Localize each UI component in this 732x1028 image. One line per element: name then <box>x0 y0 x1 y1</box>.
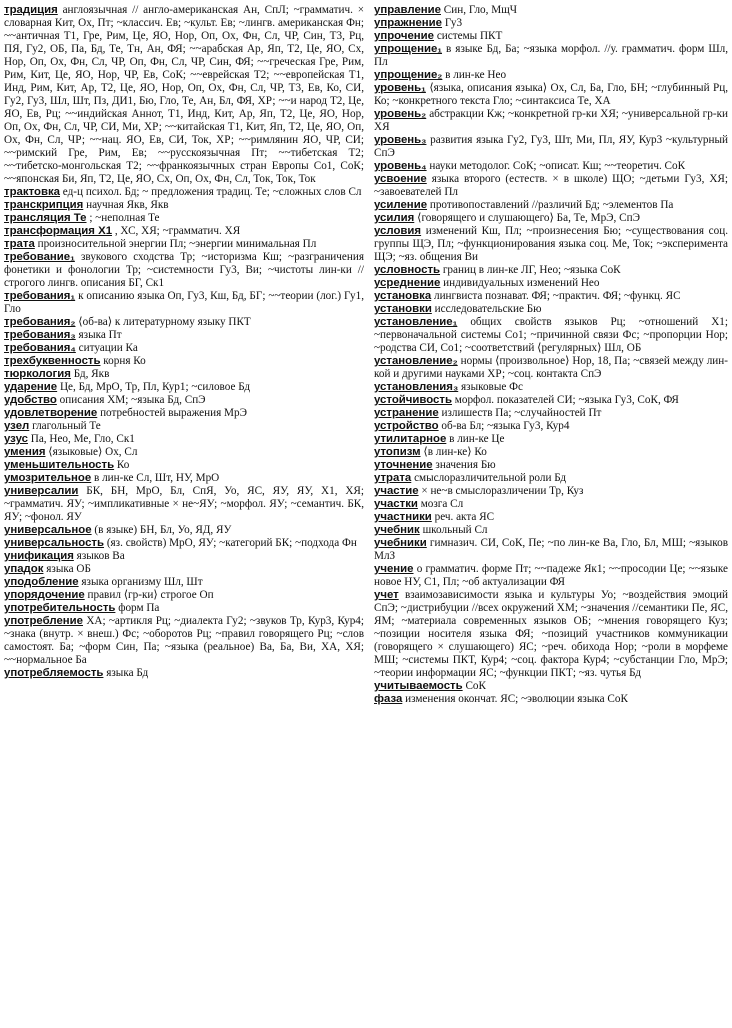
dictionary-entry <box>4 472 364 485</box>
dictionary-entry <box>4 576 364 589</box>
entry-headword: уровень₂ <box>374 108 427 120</box>
dictionary-entry <box>374 394 728 407</box>
entry-headword: требования₄ <box>4 342 76 354</box>
entry-text: языка организму Шл, Шт <box>81 576 203 588</box>
right-column <box>374 4 728 706</box>
entry-headword: усилия <box>374 212 415 224</box>
entry-headword: умозрительное <box>4 472 92 484</box>
dictionary-entry <box>4 602 364 615</box>
dictionary-entry <box>374 459 728 472</box>
entry-headword: упадок <box>4 563 44 575</box>
entry-text: общих свойств языков Рц; ~отношений Х1; ~первоначальной системы Со1; ~причинной связи Фс; ~пропорции Нор; ~родства СИ, Со1; ~соответствий ⟨регулярных⟩ Шл, ОБ <box>374 316 728 354</box>
entry-text: языка ОБ <box>46 563 91 575</box>
entry-headword: упрочение <box>374 30 435 42</box>
dictionary-entry <box>374 524 728 537</box>
dictionary-entry <box>374 82 728 108</box>
dictionary-entry <box>4 550 364 563</box>
entry-text: значения Бю <box>435 459 496 471</box>
dictionary-entry <box>4 251 364 290</box>
entry-text: , ХС, ХЯ; ~грамматич. ХЯ <box>114 225 241 237</box>
entry-text: взаимозависимости языка и культуры Уо; ~воздействия эмоций СпЭ; ~дистрибуции //всех окружений ХМ; ~значения //семантики Пе, ЯС, ЯМ; ~материала современных языков ОБ; ~мнения говорящего Куз; ~позиции носителя языка ФЯ; ~позиций участников коммуникации (говорящего × слушающего) ЯС; ~реч. обихода Нор; ~роли в морфеме МШ; ~системы ПКТ, Кур4; ~соц. фактора Кур4; ~субстанции Гло, МрЭ; ~теории информации ЯС; ~функции ПКТ; ~яз. чутья Бд <box>374 589 728 679</box>
entry-headword: устойчивость <box>374 394 452 406</box>
entry-text: (яз. свойств) МрО, ЯУ; ~категорий БК; ~подхода Фн <box>106 537 357 549</box>
entry-text: произносительной энергии Пл; ~энергии минимальная Пл <box>37 238 317 250</box>
entry-text: языка Бд <box>106 667 149 679</box>
entry-text: в языке Бд, Ба; ~языка морфол. //у. грамматич. форм Шл, Пл <box>374 43 728 68</box>
dictionary-entry <box>374 290 728 303</box>
entry-text: форм Па <box>118 602 160 614</box>
entry-text: науки методолог. СоК; ~описат. Кш; ~~теоретич. СоК <box>429 160 686 172</box>
entry-text: БК, БН, МрО, Бл, СпЯ, Уо, ЯС, ЯУ, ЯУ, Х1, ХЯ; ~грамматич. ЯУ; ~импликативные × не~ЯУ; ~морфол. ЯУ; ~семантич. БК, ЯУ; ~фонол. ЯУ <box>4 485 364 523</box>
entry-text: (в языке) БН, Бл, Уо, ЯД, ЯУ <box>94 524 232 536</box>
dictionary-entry <box>374 316 728 355</box>
dictionary-entry <box>374 407 728 420</box>
dictionary-entry <box>4 485 364 524</box>
dictionary-entry <box>4 589 364 602</box>
dictionary-entry <box>4 667 364 680</box>
dictionary-entry <box>4 316 364 329</box>
entry-headword: усреднение <box>374 277 441 289</box>
entry-headword: унификация <box>4 550 74 562</box>
dictionary-entry <box>4 407 364 420</box>
entry-text: СоК <box>465 680 486 692</box>
dictionary-entry <box>374 433 728 446</box>
dictionary-entry <box>374 134 728 160</box>
entry-text: индивидуальных изменений Нео <box>443 277 600 289</box>
entry-text: изменения окончат. ЯС; ~эволюции языка СоК <box>405 693 628 705</box>
dictionary-entry <box>4 225 364 238</box>
entry-text: нормы ⟨произвольное⟩ Нор, 18, Па; ~связей между лин-кой и другими науками ХР; ~соц. контакта СпЭ <box>374 355 728 380</box>
dictionary-entry <box>4 433 364 446</box>
entry-text: абстракции Кж; ~конкретной гр-ки ХЯ; ~универсальной гр-ки ХЯ <box>374 108 728 133</box>
dictionary-entry <box>4 290 364 316</box>
entry-headword: устранение <box>374 407 439 419</box>
entry-text: звукового сходства Тр; ~историзма Кш; ~разграничения фонетики и фонологии Тр; ~системности Гу3, Ви; ~чистоты лин-ки //строгого лингв. описания БГ, Ск1 <box>4 251 364 289</box>
dictionary-entry <box>374 355 728 381</box>
entry-text: к описанию языка Оп, Гу3, Кш, Бд, БГ; ~~теории (лог.) Гу1, Гло <box>4 290 364 315</box>
entry-text: ⟨об-ва⟩ к литературному языку ПКТ <box>78 316 251 328</box>
dictionary-entry <box>374 4 728 17</box>
entry-text: языков Ва <box>76 550 125 562</box>
entry-headword: условия <box>374 225 422 237</box>
entry-text: ситуации Ка <box>78 342 138 354</box>
entry-text: ; ~неполная Те <box>89 212 160 224</box>
entry-headword: традиция <box>4 4 58 16</box>
dictionary-entry <box>374 680 728 693</box>
entry-text: ⟨языковые⟩ Ох, Сл <box>48 446 138 458</box>
entry-headword: установка <box>374 290 432 302</box>
dictionary-entry <box>4 524 364 537</box>
entry-headword: употребительность <box>4 602 116 614</box>
entry-text: × не~в смыслоразличении Тр, Куз <box>421 485 584 497</box>
dictionary-entry <box>374 511 728 524</box>
entry-text: ед-ц психол. Бд; ~ предложения традиц. Те; ~сложных слов Сл <box>62 186 362 198</box>
entry-headword: уровень₁ <box>374 82 426 94</box>
entry-headword: узел <box>4 420 30 432</box>
entry-text: англоязычная // англо-американская Ан, СпЛ; ~грамматич. × словарная Кит, Ох, Пт; ~классич. Ев; ~культ. Ев; ~лингв. американская Фн; ~~античная Т1, Гре, Рим, Це, ЯО, Нор, Оп, Ох, Фн, Сл, ЧР, Син, Т3, Рц, ПЯ, Гу2, ОБ, Па, Бд, Те, Тн, Ан, ФЯ; ~~арабская Ар, Яп, Т2, Це, ЯО, Сх, Нор, Оп, Ох, Фн, Сл, ЧР, Оп, Фн, Сл, ЧР, Син, ФЯ; ~~греческая Гре, Рим, Рим, Кит, Це, ЯО, Нор, ЧР, Ев, СоК; ~~еврейская Т2; ~~европейская Т1, Инд, Рим, Кит, Ар, Т2, Це, ЯО, Нор, Оп, Ох, Фн, Сл, ЧР, Т3, Ев, Ко, СИ, Гу2, Гу3, Шл, Шт, Пз, ДИ1, Бю, Гло, Те, Ан, Бл, ФЯ, ХР; ~~и народ Т2, Це, ЯО, Ев, Рц; ~~индийская Аннот, Т1, Инд, Кит, Ар, Яп, Т2, Це, ЯО, Нор, Оп, Ох, Фн, Сл, ЧР, СИ, Ми, ХР; ~~китайская Т1, Кит, Яп, Т2, Це, ЯО, Оп, Ох, Фн, Сл, ЧР; ~~нац. ЯО, Ев, СИ, Ток, ХР; ~~римлянин ЯО, ЧР, СИ; ~~римский Гре, Рим, Ев; ~~русскоязычная Пт; ~~тибетская Т2; ~~тибетско-монгольская Т2; ~~франкоязычных стран Европы Со1, СоК; ~~японская Би, Яп, Т2, Це, ЯО, Сх, Оп, Ох, Фн, Сл, Ток, Ток, Ток <box>4 4 364 185</box>
entry-headword: участники <box>374 511 432 523</box>
entry-text: изменений Кш, Пл; ~произнесения Бю; ~существования соц. группы ЩЭ, Пл; ~функционирования языка соц. Ме, Ток; ~эксперимента ЩЭ; ~яз. общения Ви <box>374 225 728 263</box>
entry-text: гимназич. СИ, СоК, Пе; ~по лин-ке Ва, Гло, Бл, МШ; ~языков МлЗ <box>374 537 728 562</box>
entry-headword: требования₂ <box>4 316 76 328</box>
entry-text: ⟨в лин-ке⟩ Ко <box>423 446 487 458</box>
entry-headword: уменьшительность <box>4 459 115 471</box>
entry-text: глагольный Те <box>32 420 101 432</box>
dictionary-entry <box>4 381 364 394</box>
entry-headword: трехбуквенность <box>4 355 101 367</box>
dictionary-entry <box>374 173 728 199</box>
entry-headword: требования₁ <box>4 290 76 302</box>
entry-headword: универсальность <box>4 537 105 549</box>
entry-headword: утрата <box>374 472 412 484</box>
entry-headword: трактовка <box>4 186 60 198</box>
entry-headword: учет <box>374 589 399 601</box>
entry-text: языковые Фс <box>461 381 523 393</box>
dictionary-entry <box>374 199 728 212</box>
entry-headword: усиление <box>374 199 428 211</box>
entry-headword: управление <box>374 4 441 16</box>
entry-text: лингвиста познават. ФЯ; ~практич. ФЯ; ~функц. ЯС <box>433 290 681 302</box>
dictionary-entry <box>374 563 728 589</box>
entry-text: в лин-ке Це <box>449 433 505 445</box>
dictionary-entry <box>374 17 728 30</box>
dictionary-entry <box>374 69 728 82</box>
entry-headword: уровень₃ <box>374 134 427 146</box>
entry-headword: употребление <box>4 615 83 627</box>
dictionary-entry <box>4 537 364 550</box>
dictionary-entry <box>4 342 364 355</box>
entry-text: противопоставлений //различий Бд; ~элементов Па <box>429 199 674 211</box>
entry-headword: умения <box>4 446 46 458</box>
entry-text: Ко <box>116 459 130 471</box>
entry-text: языка второго (естеств. × в школе) ЩО; ~детьми Гу3, ХЯ; ~завоевателей Пл <box>374 173 728 198</box>
dictionary-entry <box>4 563 364 576</box>
entry-headword: установление₁ <box>374 316 458 328</box>
entry-headword: учение <box>374 563 414 575</box>
entry-text: правил ⟨гр-ки⟩ строгое Оп <box>87 589 214 601</box>
dictionary-entry <box>4 186 364 199</box>
entry-text: в лин-ке Нео <box>445 69 507 81</box>
entry-headword: установки <box>374 303 432 315</box>
dictionary-entry <box>374 537 728 563</box>
entry-headword: трата <box>4 238 35 250</box>
dictionary-entry <box>4 199 364 212</box>
left-column <box>4 4 364 680</box>
entry-text: границ в лин-ке ЛГ, Нео; ~языка СоК <box>442 264 621 276</box>
entry-text: ХА; ~артикля Рц; ~диалекта Гу2; ~звуков Тр, Кур3, Кур4; ~знака (внутр. × внеш.) Фс; ~оборотов Рц; ~правил говорящего Рц; ~слов самостоят. Ба; ~форм Син, Па; ~языка (реальное) Ва, Ба, Ви, ХА, ХЯ; ~~нормальное Ба <box>4 615 364 666</box>
entry-text: системы ПКТ <box>436 30 503 42</box>
entry-headword: утопизм <box>374 446 421 458</box>
entry-headword: трансляция Те <box>4 212 87 224</box>
entry-headword: фаза <box>374 693 403 705</box>
dictionary-entry <box>374 303 728 316</box>
entry-headword: уподобление <box>4 576 79 588</box>
entry-text: исследовательские Бю <box>434 303 542 315</box>
entry-text: ⟨говорящего и слушающего⟩ Ба, Те, МрЭ, СпЭ <box>417 212 640 224</box>
dictionary-entry <box>374 30 728 43</box>
entry-headword: упрощение₂ <box>374 69 443 81</box>
entry-headword: усвоение <box>374 173 427 185</box>
entry-headword: учебники <box>374 537 427 549</box>
entry-text: Це, Бд, МрО, Тр, Пл, Кур1; ~силовое Бд <box>59 381 251 393</box>
entry-headword: установление₂ <box>374 355 458 367</box>
dictionary-entry <box>374 277 728 290</box>
entry-text: смыслоразличительной роли Бд <box>414 472 567 484</box>
entry-text: о грамматич. форме Пт; ~~падеже Як1; ~~просодии Це; ~~языке новое НУ, С1, Пл; ~об актуализации ФЯ <box>374 563 728 588</box>
entry-headword: тюркология <box>4 368 71 380</box>
entry-headword: требования₃ <box>4 329 76 341</box>
dictionary-entry <box>4 615 364 667</box>
entry-text: потребностей выражения МрЭ <box>100 407 247 419</box>
entry-text: реч. акта ЯС <box>434 511 495 523</box>
dictionary-entry <box>374 472 728 485</box>
entry-headword: трансформация Х1 <box>4 225 113 237</box>
dictionary-entry <box>374 589 728 680</box>
entry-headword: требование₁ <box>4 251 75 263</box>
entry-headword: уточнение <box>374 459 433 471</box>
entry-text: школьный Сл <box>422 524 488 536</box>
dictionary-entry <box>374 264 728 277</box>
entry-headword: универсальное <box>4 524 92 536</box>
dictionary-entry <box>4 459 364 472</box>
dictionary-entry <box>4 420 364 433</box>
entry-headword: участие <box>374 485 419 497</box>
dictionary-entry <box>4 329 364 342</box>
dictionary-entry <box>4 355 364 368</box>
entry-headword: учебник <box>374 524 420 536</box>
dictionary-entry <box>374 485 728 498</box>
dictionary-entry <box>374 693 728 706</box>
entry-text: об-ва Бл; ~языка Гу3, Кур4 <box>441 420 570 432</box>
entry-headword: ударение <box>4 381 58 393</box>
entry-text: Син, Гло, МщЧ <box>443 4 518 16</box>
entry-text: развития языка Гу2, Гу3, Шт, Ми, Пл, ЯУ, Кур3 ~культурный СпЭ <box>374 134 728 159</box>
entry-text: научная Якв, Якв <box>86 199 169 211</box>
dictionary-entry <box>374 446 728 459</box>
entry-text: языка Пт <box>78 329 122 341</box>
entry-headword: учитываемость <box>374 680 463 692</box>
entry-text: излишеств Па; ~случайностей Пт <box>441 407 602 419</box>
entry-text: ⟨языка, описания языка⟩ Ох, Сл, Ба, Гло, БН; ~глубинный Рц, Ко; ~конкретного текста Гло; ~синтаксиса Те, ХА <box>374 82 728 107</box>
dictionary-entry <box>4 238 364 251</box>
entry-headword: упражнение <box>374 17 443 29</box>
entry-text: морфол. показателей СИ; ~языка Гу3, СоК, ФЯ <box>454 394 679 406</box>
entry-headword: условность <box>374 264 441 276</box>
entry-headword: упрощение₁ <box>374 43 443 55</box>
entry-headword: уровень₄ <box>374 160 427 172</box>
dictionary-entry <box>4 446 364 459</box>
entry-headword: упорядочение <box>4 589 85 601</box>
dictionary-entry <box>4 368 364 381</box>
dictionary-entry <box>374 225 728 264</box>
dictionary-entry <box>374 498 728 511</box>
entry-headword: участки <box>374 498 418 510</box>
dictionary-entry <box>4 394 364 407</box>
dictionary-entry <box>374 420 728 433</box>
entry-text: Бд, Якв <box>73 368 110 380</box>
entry-headword: универсалии <box>4 485 79 497</box>
entry-text: Гу3 <box>444 17 463 29</box>
entry-headword: устройство <box>374 420 439 432</box>
entry-headword: удовлетворение <box>4 407 98 419</box>
entry-text: описания ХМ; ~языка Бд, СпЭ <box>59 394 206 406</box>
entry-headword: удобство <box>4 394 57 406</box>
entry-headword: установления₃ <box>374 381 459 393</box>
dictionary-entry <box>374 212 728 225</box>
entry-headword: транскрипция <box>4 199 84 211</box>
dictionary-entry <box>374 108 728 134</box>
dictionary-entry <box>374 160 728 173</box>
entry-text: мозга Сл <box>420 498 464 510</box>
entry-headword: употребляемость <box>4 667 104 679</box>
dictionary-entry <box>374 381 728 394</box>
entry-headword: узус <box>4 433 28 445</box>
entry-text: в лин-ке Сл, Шт, НУ, МрО <box>94 472 220 484</box>
dictionary-entry <box>4 212 364 225</box>
dictionary-entry <box>374 43 728 69</box>
entry-text: Па, Нео, Ме, Гло, Ск1 <box>30 433 135 445</box>
dictionary-entry <box>4 4 364 186</box>
entry-headword: утилитарное <box>374 433 447 445</box>
entry-text: корня Ко <box>103 355 146 367</box>
